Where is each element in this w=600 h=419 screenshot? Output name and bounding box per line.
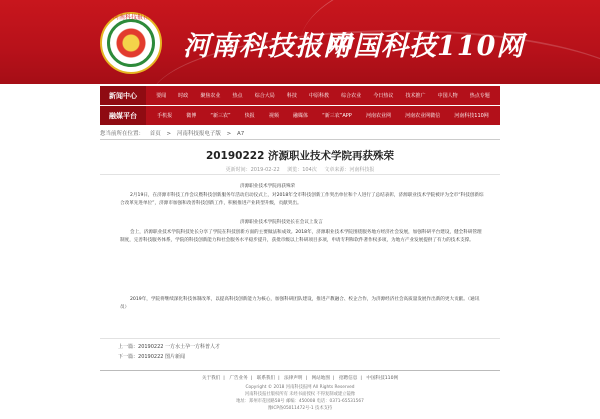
breadcrumb-separator: > bbox=[226, 131, 232, 137]
article-paragraph: 会上，济源职业技术学院科技处长分享了学院在科技创新方面的主要做法和成效。2018年，济源职业技术学院围绕服务地方经济社会发展，加强科研平台建设，健全科研管理制度，完善科技服务体系，学院的科技创新能力和社会服务水平稳步提升，获批市级以上科研项目多项，申请专利和软件著作权多项，为地方产业发展提供了有力的技术支撑。 bbox=[120, 230, 482, 243]
nav-item[interactable]: 技术推广 bbox=[405, 93, 426, 99]
nav-item[interactable]: 今日热议 bbox=[373, 93, 394, 99]
breadcrumb-separator: > bbox=[166, 131, 172, 137]
nav-item[interactable]: 要闻 bbox=[156, 93, 167, 99]
nav-item[interactable]: 时政 bbox=[178, 93, 189, 99]
footer-link[interactable]: 法律声明 bbox=[284, 376, 303, 381]
nav-item[interactable]: 融媒体 bbox=[293, 113, 309, 119]
article-views: 浏览：104次 bbox=[287, 167, 317, 173]
footer-link[interactable]: 关于我们 bbox=[201, 376, 221, 381]
nav-item[interactable]: 中国人物 bbox=[437, 93, 458, 99]
nav-item[interactable]: 河南科技110网 bbox=[454, 113, 489, 119]
breadcrumb bbox=[100, 129, 248, 137]
footer-link[interactable]: 网站地图 bbox=[311, 376, 330, 381]
logo-text: 河南科技报社 bbox=[112, 14, 149, 21]
footer-copyright: Copyright © 2018 河南科技报网 All Rights Reserved bbox=[245, 385, 355, 390]
nav-item[interactable]: 聚焦农业 bbox=[200, 93, 221, 99]
footer-notice: 河南科技报社版权所有 未经书面授权 不得复制或建立镜像 bbox=[244, 392, 356, 397]
secondary-nav bbox=[100, 106, 500, 125]
nav-item[interactable]: 热点专题 bbox=[469, 93, 490, 99]
breadcrumb-page[interactable]: A7 bbox=[237, 131, 245, 137]
article-paragraph: 2019年，学院将继续深化科技体制改革，以提高科技创新能力为核心，加强科研团队建设，推进产教融合、校企合作，为济源经济社会高质量发展作出新的更大贡献。（通讯员） bbox=[120, 297, 480, 310]
footer-address: 地址：郑州市花园路58号 邮编：450008 电话：0371-65531567 bbox=[236, 399, 364, 404]
divider bbox=[100, 174, 500, 175]
image-caption: 济源职业技术学院再获殊荣 bbox=[240, 184, 296, 189]
footer-link[interactable]: 招聘信息 bbox=[338, 376, 358, 381]
article-paragraph: 2月19日，在济源市科技工作会议暨科技创新服务年活动启动仪式上，对2018年全市科技创新工作突出单位和个人进行了总结表彰，济源职业技术学院被评为全市“科技创新综合改革先进单位”，济源市加强和改善科技创新工作，积极推进产业转型升级，贡献突出。 bbox=[120, 193, 484, 206]
site-logo[interactable] bbox=[100, 12, 162, 74]
article-source: 文章来源：河南科技报 bbox=[324, 167, 375, 173]
article-meta bbox=[100, 166, 500, 173]
footer-links: 关于我们 | 广告业务 | 联系我们 | 法律声明 | 网站地图 | 招聘信息 | 中国科技110网 bbox=[201, 376, 399, 381]
prev-article-link[interactable]: 20190222 一方水土孕一方科普人才 bbox=[138, 344, 221, 350]
breadcrumb-home[interactable]: 首页 bbox=[149, 131, 161, 137]
footer-icp[interactable]: 豫ICP备05011472号-1 技术支持 bbox=[267, 406, 333, 411]
header-banner bbox=[0, 0, 600, 84]
article-title: 20190222 济源职业技术学院再获殊荣 bbox=[205, 150, 395, 162]
nav-item[interactable]: 热点 bbox=[232, 93, 243, 99]
primary-nav bbox=[100, 86, 500, 105]
prev-label: 上一篇： bbox=[118, 344, 139, 350]
next-article-link[interactable]: 20190222 图片新闻 bbox=[138, 354, 186, 360]
footer-link[interactable]: 联系我们 bbox=[256, 376, 276, 381]
nav-item[interactable]: 河南农业网微信 bbox=[405, 113, 441, 119]
divider bbox=[100, 139, 500, 140]
site-slogan: 中国科技110网 bbox=[325, 31, 525, 62]
nav-item[interactable]: 河南农业网 bbox=[365, 113, 391, 119]
prev-article bbox=[118, 343, 220, 350]
nav-item[interactable]: “新三农”APP bbox=[322, 113, 352, 119]
nav-item[interactable]: 微博 bbox=[186, 113, 197, 119]
nav-item[interactable]: 综合农业 bbox=[341, 93, 362, 99]
divider bbox=[100, 338, 500, 339]
nav-item[interactable]: 科技 bbox=[286, 93, 297, 99]
site-title[interactable]: 河南科技报网 bbox=[183, 31, 351, 62]
footer-link[interactable]: 广告业务 bbox=[229, 376, 248, 381]
breadcrumb-section[interactable]: 河南科技报电子版 bbox=[176, 131, 221, 137]
nav-item[interactable]: 中原科教 bbox=[309, 93, 330, 99]
footer-link[interactable]: 中国科技110网 bbox=[366, 376, 399, 381]
nav-lead-media[interactable]: 融媒平台 bbox=[100, 106, 146, 125]
nav-item[interactable]: 手机报 bbox=[157, 113, 173, 119]
nav-item[interactable]: 快报 bbox=[244, 113, 255, 119]
next-label: 下一篇： bbox=[118, 354, 139, 360]
nav-item[interactable]: 视频 bbox=[268, 113, 279, 119]
nav-item[interactable]: 综合大局 bbox=[254, 93, 275, 99]
logo-emblem bbox=[107, 19, 155, 67]
image-caption: 济源职业技术学院科技处长在会议上发言 bbox=[240, 220, 323, 225]
divider bbox=[100, 370, 500, 371]
breadcrumb-prefix: 您当前所在位置： bbox=[100, 131, 145, 137]
article-date: 更新时间：2019-02-22 bbox=[225, 167, 280, 173]
nav-lead-news[interactable]: 新闻中心 bbox=[100, 86, 146, 105]
next-article bbox=[118, 353, 185, 360]
nav-item[interactable]: “新三农” bbox=[210, 113, 231, 119]
